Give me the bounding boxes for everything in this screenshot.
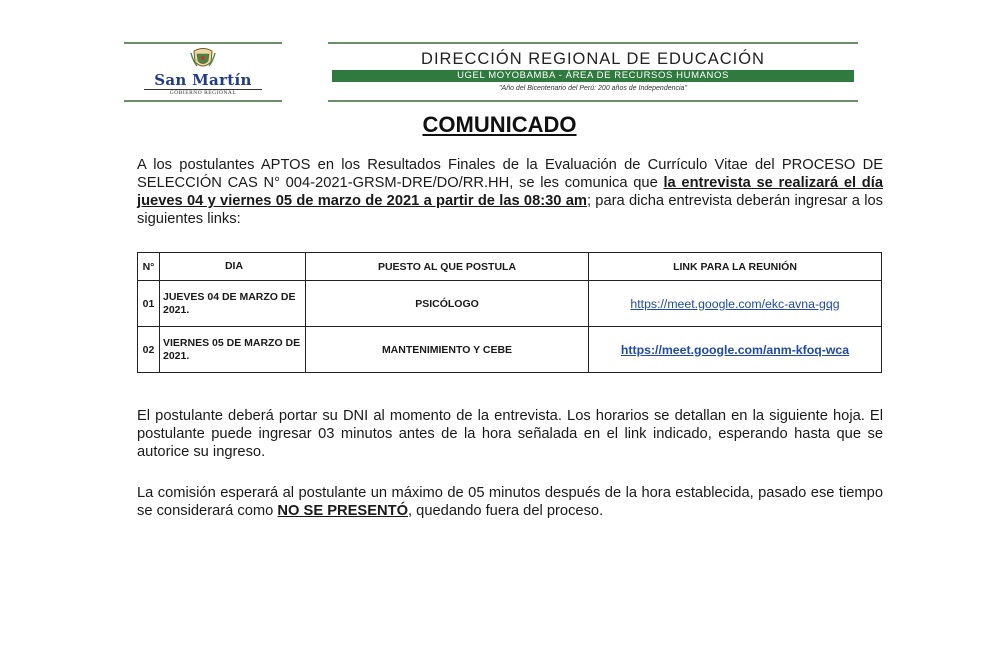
intro-paragraph: [137, 156, 883, 228]
row-link-cell: [589, 281, 882, 327]
table-row: [138, 327, 882, 373]
dre-subtitle-bar: [332, 70, 854, 82]
meeting-link[interactable]: https://meet.google.com/ekc-avna-gqg: [630, 296, 840, 311]
dni-paragraph: El postulante deberá portar su DNI al momento de la entrevista. Los horarios se detallan en la siguiente hoja. El postulante puede ingresar 03 minutos antes de la hora señalada en el link indicado, esperando hasta que se autorice su ingreso.: [137, 408, 883, 460]
table-row: [138, 281, 882, 327]
header-number: N°: [138, 253, 160, 281]
row-day: VIERNES 05 DE MARZO DE 2021.: [160, 327, 306, 373]
logo-subtitle: GOBIERNO REGIONAL: [144, 89, 262, 97]
row-number: 01: [138, 281, 160, 327]
header-day: DIA: [160, 253, 306, 281]
coat-of-arms-icon: [190, 47, 216, 71]
logo-name: San Martín: [154, 71, 252, 89]
commission-paragraph: [137, 484, 883, 520]
header-position: PUESTO AL QUE POSTULA: [306, 253, 589, 281]
intro-highlight: la entrevista se realizará el día jueves 04 y viernes 05 de marzo de 2021 a partir de las 08:30 am: [137, 175, 883, 209]
row-position: MANTENIMIENTO Y CEBE: [306, 327, 589, 373]
dre-title: DIRECCIÓN REGIONAL DE EDUCACIÓN: [421, 50, 765, 68]
row-position: PSICÓLOGO: [306, 281, 589, 327]
commission-text: La comisión esperará al postulante un máximo de 05 minutos después de la hora establecida, pasado ese tiempo se considerará como: [137, 485, 883, 519]
row-link-cell: [589, 327, 882, 373]
interview-schedule-table: [137, 252, 882, 373]
year-motto: "Año del Bicentenario del Perú: 200 años de Independencia": [499, 85, 687, 92]
commission-highlight: NO SE PRESENTÓ: [277, 503, 409, 519]
row-number: 02: [138, 327, 160, 373]
dre-subtitle: UGEL MOYOBAMBA - ÁREA DE RECURSOS HUMANOS: [457, 70, 729, 81]
header-link: LINK PARA LA REUNIÓN: [589, 253, 882, 281]
commission-text-end: , quedando fuera del proceso.: [408, 503, 604, 519]
regional-government-logo: [124, 42, 282, 102]
meeting-link[interactable]: https://meet.google.com/anm-kfoq-wca: [620, 342, 850, 357]
letterhead: [124, 42, 858, 100]
intro-text-end: ; para dicha entrevista deberán ingresar a los siguientes links:: [137, 193, 883, 227]
dre-banner: [328, 42, 858, 102]
intro-text: A los postulantes APTOS en los Resultados Finales de la Evaluación de Currículo Vitae del PROCESO DE SELECCIÓN CAS N° 004-2021-GRSM-DRE/DO/RR.HH, se les comunica que: [137, 157, 883, 191]
document-title: COMUNICADO: [422, 112, 577, 137]
table-header-row: [138, 253, 882, 281]
row-day: JUEVES 04 DE MARZO DE 2021.: [160, 281, 306, 327]
